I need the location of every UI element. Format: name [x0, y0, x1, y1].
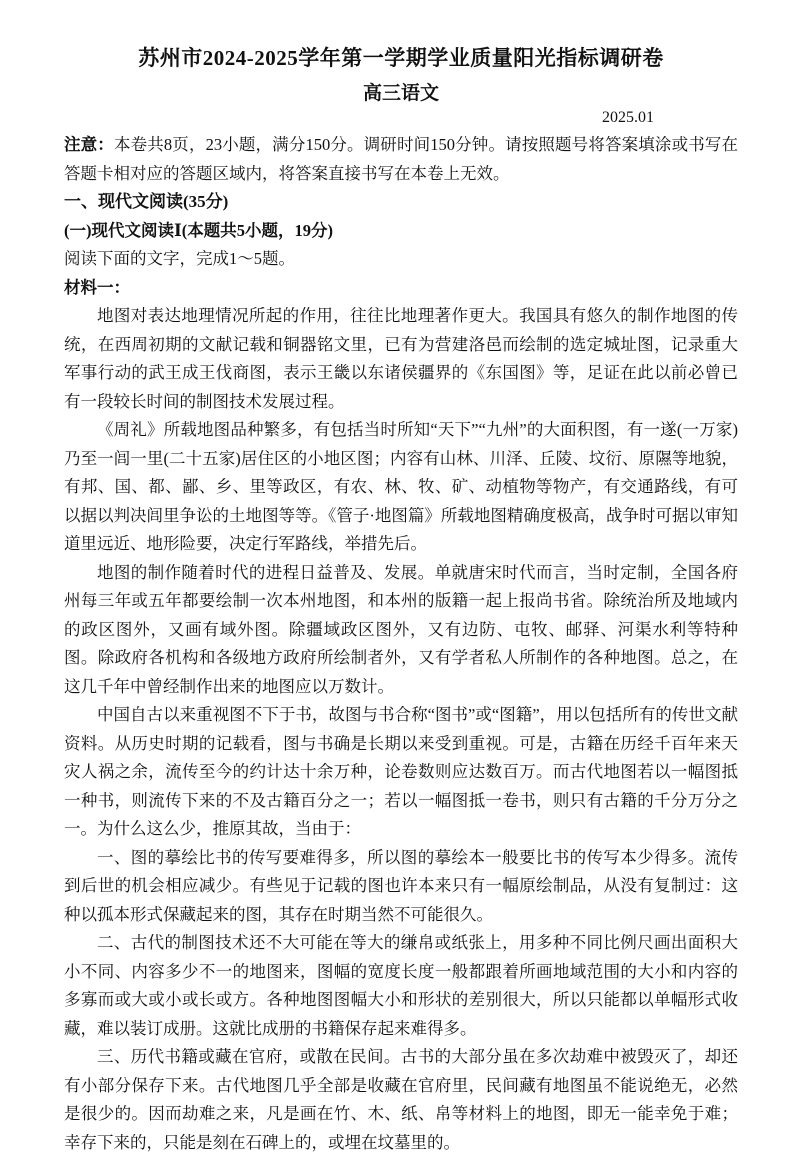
material-paragraph-6: 二、古代的制图技术还不大可能在等大的缣帛或纸张上，用多种不同比例尺画出面积大小不同、内容多少不一的地图来，图幅的宽度长度一般都跟着所画地域范围的大小和内容的多寡而或大或小或长或方。各种地图图幅大小和形状的差别很大，所以只能都以单幅形式收藏，难以装订成册。这就比成册的书籍保存起来难得多。	[64, 933, 738, 1038]
paper-date: 2025.01	[602, 109, 654, 126]
material-paragraph-3: 地图的制作随着时代的进程日益普及、发展。单就唐宋时代而言，当时定制，全国各府州每三年或五年都要绘制一次本州地图，和本州的版籍一起上报尚书省。除统治所及地域内的政区图外，又画有域外图。除疆域政区图外，又有边防、屯牧、邮驿、河渠水利等特种图。除政府各机构和各级地方政府所绘制者外，又有学者私人所制作的各种地图。总之，在这几千年中曾经制作出来的地图应以万数计。	[64, 562, 738, 696]
notice-label: 注意：	[64, 135, 114, 154]
section-heading-modern-reading: 一、现代文阅读(35分)	[64, 192, 229, 211]
paper-title: 苏州市2024-2025学年第一学期学业质量阳光指标调研卷	[138, 46, 664, 70]
subsection-heading-reading-1: (一)现代文阅读Ⅰ(本题共5小题，19分)	[64, 220, 333, 240]
paper-subject: 高三语文	[362, 83, 439, 104]
reading-instruction: 阅读下面的文字，完成1～5题。	[64, 249, 295, 268]
material-paragraph-1: 地图对表达地理情况所起的作用，往往比地理著作更大。我国具有悠久的制作地图的传统，在西周初期的文献记载和铜器铭文里，已有为营建洛邑而绘制的选定城址图，记录重大军事行动的武王成王伐商图，表示王畿以东诸侯疆界的《东国图》等，足证在此以前必曾已有一段较长时间的制图技术发展过程。	[64, 306, 738, 411]
material-1-label: 材料一：	[64, 277, 130, 297]
material-paragraph-4: 中国自古以来重视图不下于书，故图与书合称“图书”或“图籍”，用以包括所有的传世文献资料。从历史时期的记载看，图与书确是长期以来受到重视。可是，古籍在历经千百年来天灾人祸之余，流传至今的约计达十余万种，论卷数则应达数百万。而古代地图若以一幅图抵一种书，则流传下来的不及古籍百分之一；若以一幅图抵一卷书，则只有古籍的千分万分之一。为什么这么少，推原其故，当由于：	[64, 705, 738, 838]
material-paragraph-2: 《周礼》所载地图品种繁多，有包括当时所知“天下”“九州”的大面积图，有一遂(一万家)乃至一闾一里(二十五家)居住区的小地区图；内容有山林、川泽、丘陵、坟衍、原隰等地貌，有邦、国、都、鄙、乡、里等政区，有农、林、牧、矿、动植物等物产，有交通路线，有可以据以判决闾里争讼的土地图等等。《管子·地图篇》所载地图精确度极高，战争时可据以审知道里远近、地形险要，决定行军路线，举措先后。	[64, 420, 738, 553]
material-paragraph-7: 三、历代书籍或藏在官府，或散在民间。古书的大部分虽在多次劫难中被毁灭了，却还有小部分保存下来。古代地图几乎全部是收藏在官府里，民间藏有地图虽不能说绝无，必然是很少的。因而劫难之来，凡是画在竹、木、纸、帛等材料上的地图，即无一能幸免于难；幸存下来的，只能是刻在石碑上的，或埋在坟墓里的。	[64, 1047, 738, 1152]
notice-paragraph	[64, 131, 738, 188]
material-paragraph-5: 一、图的摹绘比书的传写要难得多，所以图的摹绘本一般要比书的传写本少得多。流传到后世的机会相应减少。有些见于记载的图也许本来只有一幅原绘制品，从没有复制过：这种以孤本形式保藏起来的图，其存在时期当然不可能很久。	[64, 847, 738, 924]
notice-text: 本卷共8页，23小题，满分150分。调研时间150分钟。请按照题号将答案填涂或书写在答题卡相对应的答题区域内，将答案直接书写在本卷上无效。	[64, 135, 739, 183]
